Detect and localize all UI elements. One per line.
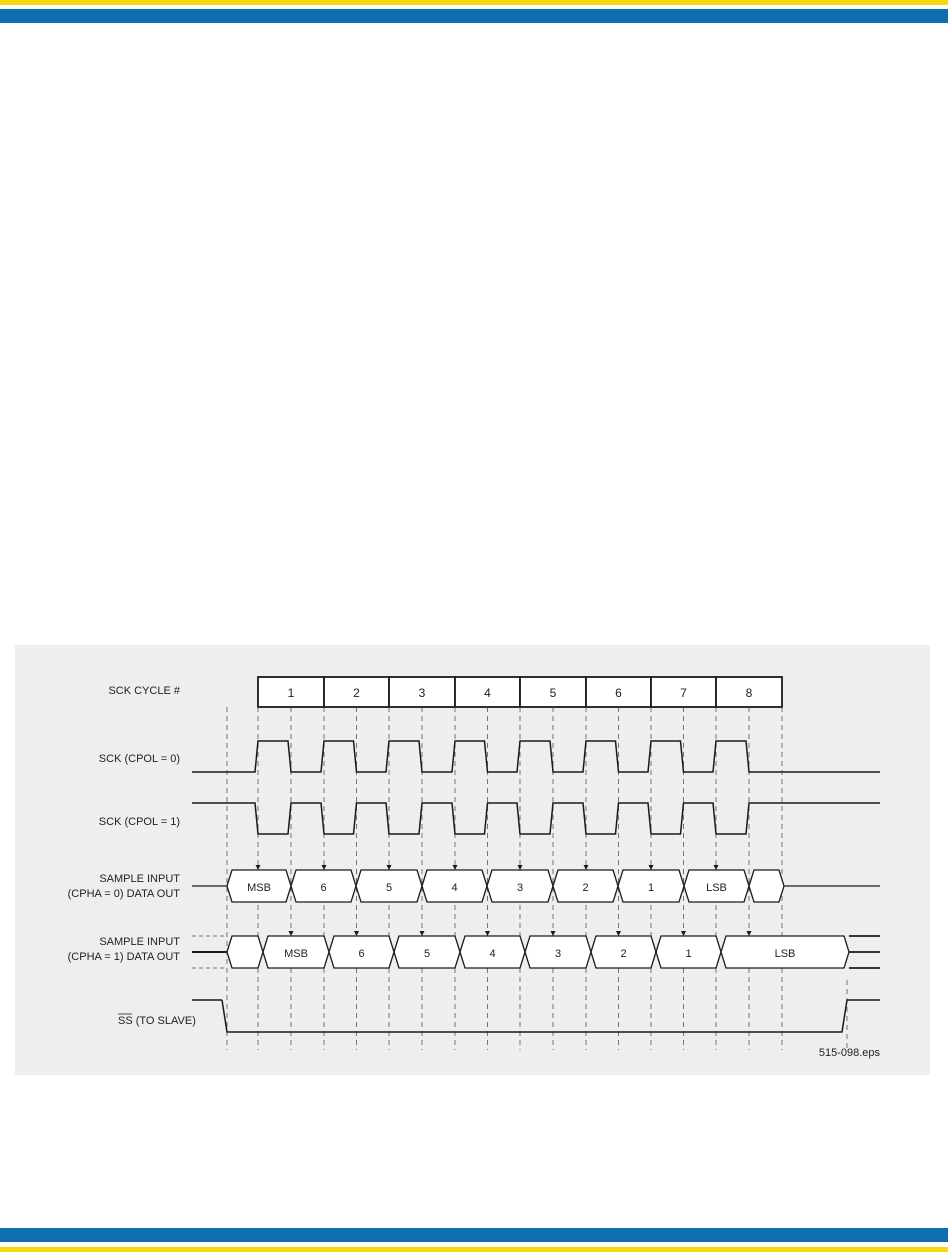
- label-cpha0-line2: (CPHA = 0) DATA OUT: [67, 888, 180, 900]
- label-sck-cycle: SCK CYCLE #: [108, 685, 180, 697]
- cycle-number: 5: [549, 686, 557, 700]
- cpha1-bit-label: 3: [554, 948, 562, 960]
- sck-cpol1-wave: [192, 803, 880, 834]
- label-ss-bar: SS: [118, 1015, 133, 1027]
- cpha0-bit-label: 6: [320, 882, 327, 894]
- cycle-number: 1: [287, 686, 295, 700]
- label-ss-rest: (TO SLAVE): [132, 1015, 196, 1027]
- label-cpha0-line1: SAMPLE INPUT: [99, 873, 180, 885]
- cycle-number: 7: [680, 686, 687, 700]
- cycle-number: 8: [745, 686, 753, 700]
- cpha1-sample-arrow: [289, 931, 294, 936]
- cpha1-bit-label: 5: [423, 948, 431, 960]
- cpha1-bit-cell: [227, 936, 263, 968]
- cpha0-bit-label: 4: [451, 882, 458, 894]
- cpha0-sample-arrow: [322, 865, 327, 870]
- cycle-number: 6: [615, 686, 622, 700]
- cpha0-bit-label: 2: [582, 882, 589, 894]
- cpha0-sample-arrow: [453, 865, 458, 870]
- cpha1-bit-label: 2: [620, 948, 627, 960]
- cpha0-sample-arrow: [714, 865, 719, 870]
- waveforms: [192, 677, 880, 1050]
- cpha1-sample-arrow: [354, 931, 359, 936]
- cpha0-bit-label: 5: [385, 882, 393, 894]
- sck-cpol0-wave: [192, 741, 880, 772]
- cpha1-bit-label: 1: [685, 948, 692, 960]
- cpha0-sample-arrow: [584, 865, 589, 870]
- cpha0-bit-label: MSB: [247, 882, 271, 894]
- label-cpha1-line2: (CPHA = 1) DATA OUT: [67, 951, 180, 963]
- cpha0-sample-arrow: [256, 865, 261, 870]
- cpha1-sample-arrow: [420, 931, 425, 936]
- cpha0-sample-arrow: [518, 865, 523, 870]
- cycle-number: 2: [353, 686, 360, 700]
- cpha1-sample-arrow: [616, 931, 621, 936]
- footer-yellow-stripe: [0, 1247, 948, 1252]
- cpha1-sample-arrow: [747, 931, 752, 936]
- cycle-number: 3: [418, 686, 426, 700]
- cpha0-sample-arrow: [387, 865, 392, 870]
- cpha1-bit-label: MSB: [284, 948, 308, 960]
- cpha1-sample-arrow: [551, 931, 556, 936]
- ss-wave: [222, 1000, 880, 1032]
- cpha1-bit-label: LSB: [774, 948, 796, 960]
- cpha1-sample-arrow: [485, 931, 490, 936]
- figure-filename: 515-098.eps: [818, 1047, 880, 1059]
- cpha1-bit-label: 4: [489, 948, 496, 960]
- footer-blue-bar: [0, 1228, 948, 1242]
- cpha1-bit-label: 6: [358, 948, 365, 960]
- cpha0-bit-label: 1: [647, 882, 655, 894]
- cpha0-bit-label: LSB: [706, 882, 727, 894]
- label-sck-cpol0: SCK (CPOL = 0): [98, 753, 180, 765]
- cpha0-sample-arrow: [649, 865, 654, 870]
- label-sck-cpol1: SCK (CPOL = 1): [98, 816, 180, 828]
- label-ss: [118, 1015, 196, 1027]
- cpha0-bit-label: 3: [516, 882, 524, 894]
- label-cpha1-line1: SAMPLE INPUT: [99, 936, 180, 948]
- cpha0-bit-cell: [749, 870, 784, 902]
- cycle-number: 4: [484, 686, 491, 700]
- cpha1-sample-arrow: [681, 931, 686, 936]
